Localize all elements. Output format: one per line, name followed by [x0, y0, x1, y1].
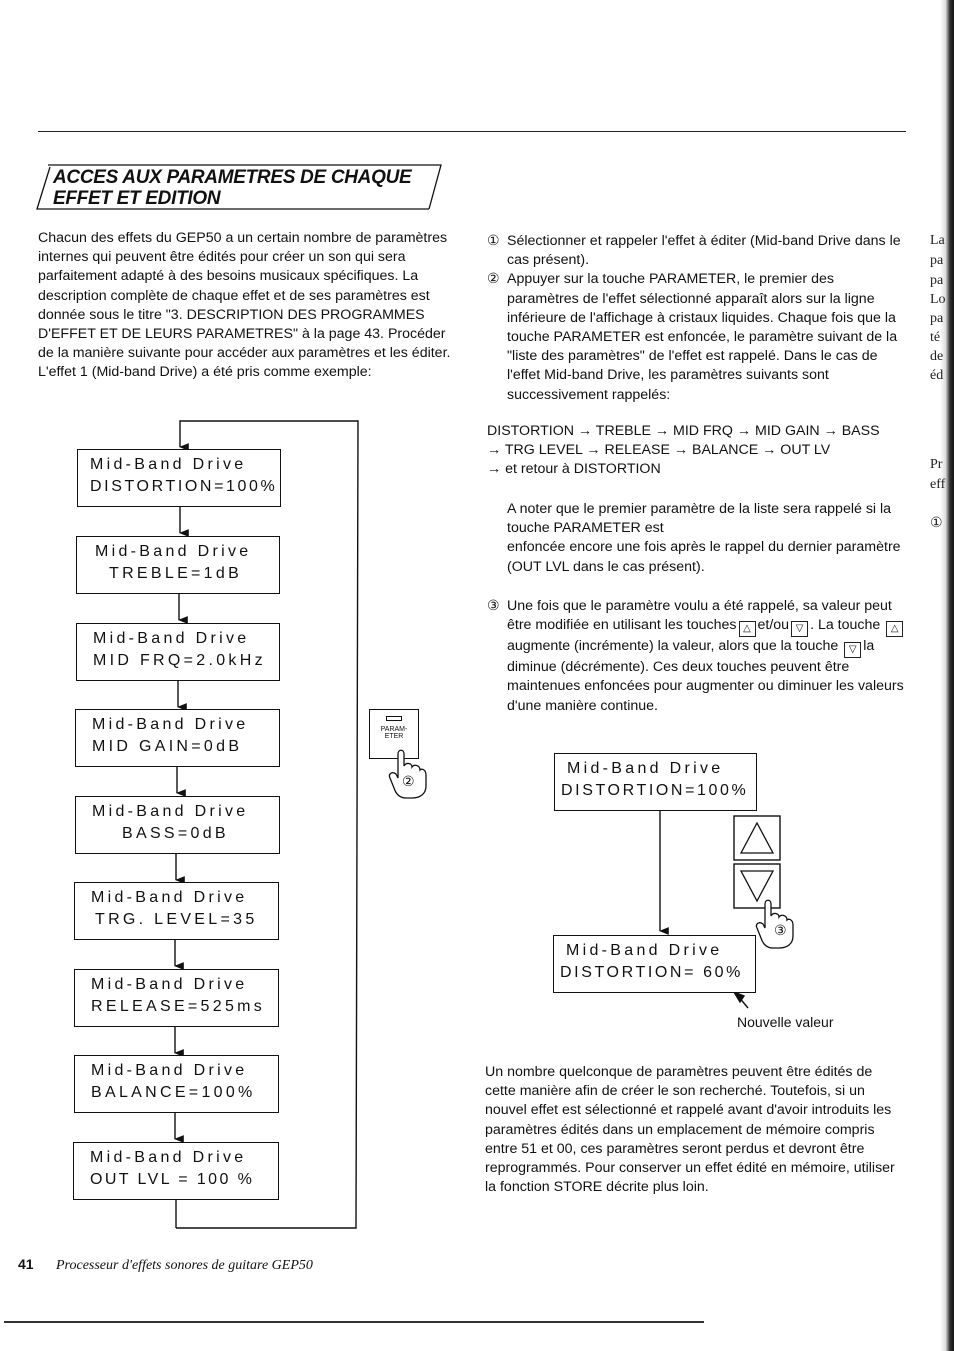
closing-paragraph: Un nombre quelconque de paramètres peuvent être édités de cette manière afin de créer le son recherché. Toutefois, si un nouvel effet est sélectionné et rappelé avant d'avoir introduits les paramètres édités dans un emplacement de mémoire compris entre 51 et 00, ces paramètres seront perdus et devront être reprogrammés. Pour conserver un effet édité en mémoire, utiliser la fonction STORE décrite plus loin. [485, 1064, 895, 1196]
sequence-line: → TRG LEVEL → RELEASE → BALANCE → OUT LV [487, 442, 831, 459]
lcd-line-1: Mid-Band Drive [95, 543, 252, 560]
lcd-line-2: MID FRQ=2.0kHz [93, 652, 266, 669]
up-key-icon: △ [739, 621, 756, 637]
lcd-display-mid-gain [75, 709, 280, 767]
note-line: enfoncée encore une fois après le rappel du dernier paramètre (OUT LVL dans le cas présent). [507, 539, 901, 575]
edge-text: ① [930, 516, 943, 531]
lcd-line-2: MID GAIN=0dB [92, 738, 243, 755]
note-line: A noter que le premier paramètre de la liste sera rappelé si la touche PARAMETER est [507, 501, 892, 537]
step-text: augmente (incrémente) la valeur, alors que la touche [507, 638, 839, 655]
down-key-icon: ▽ [844, 642, 861, 658]
lcd-line-2: OUT LVL = 100 % [90, 1171, 255, 1188]
edge-text: La [930, 233, 945, 248]
step-text: Sélectionner et rappeler l'effet à éditer (Mid-band Drive dans le cas présent). [507, 233, 901, 269]
page-number: 41 [18, 1256, 34, 1272]
parameter-button-label: PARAM- ETER [380, 726, 408, 740]
lcd-line-1: Mid-Band Drive [566, 942, 723, 959]
sequence-line: DISTORTION → TREBLE → MID FRQ → MID GAIN → BASS [487, 423, 880, 439]
step-number: ① [487, 233, 500, 249]
lcd-line-1: Mid-Band Drive [92, 716, 249, 733]
edge-text: Pr [930, 457, 943, 472]
new-value-caption: Nouvelle valeur [737, 1014, 834, 1030]
lcd-line-1: Mid-Band Drive [91, 1062, 248, 1079]
title-line-1: ACCES AUX PARAMETRES DE CHAQUE [53, 167, 412, 188]
edge-text: de [930, 349, 944, 364]
lcd-line-1: Mid-Band Drive [90, 456, 247, 473]
lcd-display-trg-level [74, 882, 279, 940]
lcd-line-2: RELEASE=525ms [91, 998, 266, 1015]
lcd-line-2: TRG. LEVEL=35 [95, 911, 258, 928]
down-key-icon: ▽ [791, 621, 808, 637]
edge-text: té [930, 330, 941, 345]
edge-text: eff [930, 477, 946, 492]
button-indicator [386, 716, 402, 721]
note-paragraph [507, 500, 907, 577]
step-text: et/ou [757, 617, 790, 634]
step-number: ③ [487, 598, 500, 614]
step-3 [487, 597, 907, 716]
lcd-line-1: Mid-Band Drive [91, 976, 248, 993]
lcd-line-1: Mid-Band Drive [91, 889, 248, 906]
step-text: . La touche [810, 617, 881, 634]
step-1 [487, 232, 907, 270]
lcd-line-1: Mid-Band Drive [93, 630, 250, 647]
step-marker-2: ② [402, 773, 415, 789]
sequence-line: → et retour à DISTORTION [487, 461, 661, 478]
step-text: Appuyer sur la touche PARAMETER, le premier des paramètres de l'effet sélectionné apparaît alors sur la ligne inférieure de l'affichage à cristaux liquides. Chaque fois que la touche PARAMETER est enfoncée, le paramètre suivant de la "liste des paramètres" de l'effet est rappelé. Dans le cas de l'effet Mid-band Drive, les paramètres suivants sont successivement rappelés: [507, 271, 898, 403]
steps-list [487, 232, 907, 405]
lcd-display-before [554, 753, 757, 811]
step-text: la diminue (décrémente). Ces deux touches peuvent être maintenues enfoncées pour augmenter ou diminuer les valeurs d'une manière continue. [507, 638, 904, 714]
intro-paragraph: Chacun des effets du GEP50 a un certain nombre de paramètres internes qui peuvent être édités pour créer un son qui sera parfaitement adapté à des besoins musicaux spécifiques. La description complète de chaque effet et de ses paramètres est donnée sous le titre "3. DESCRIPTION DES PROGRAMMES D'EFFET ET DE LEURS PARAMETRES" à la page 43. Procéder de la manière suivante pour accéder aux paramètres et les éditer. L'effet 1 (Mid-band Drive) a été pris comme exemple: [38, 230, 451, 381]
edge-text: Lo [930, 292, 946, 307]
edge-text: pa [930, 273, 944, 288]
parameter-sequence [487, 422, 907, 480]
lcd-display-distortion [77, 449, 281, 507]
up-down-keys [733, 815, 783, 911]
lcd-line-2: DISTORTION= 60% [560, 964, 743, 981]
step-number: ② [487, 271, 500, 288]
lcd-display-release [74, 969, 279, 1027]
lcd-display-out-lvl [73, 1142, 279, 1200]
lcd-line-2: BASS=0dB [122, 825, 229, 842]
lcd-display-treble [76, 536, 280, 594]
step-marker-3: ③ [774, 922, 787, 938]
edge-text: pa [930, 311, 944, 326]
up-key-icon: △ [886, 621, 903, 637]
edge-text: pa [930, 253, 944, 268]
step-2 [487, 270, 907, 404]
edge-text: éd [930, 368, 944, 383]
lcd-line-2: DISTORTION=100% [561, 782, 749, 799]
lcd-line-2: TREBLE=1dB [109, 565, 243, 582]
title-line-2: EFFET ET EDITION [53, 188, 221, 209]
lcd-display-after [553, 935, 756, 993]
lcd-display-balance [74, 1055, 279, 1113]
step-text: Une fois que le paramètre voulu a été rappelé, sa valeur peut être modifiée en utilisant les touches [507, 598, 892, 634]
lcd-display-bass [75, 796, 280, 854]
lcd-line-2: BALANCE=100% [91, 1084, 256, 1101]
lcd-line-2: DISTORTION=100% [90, 478, 278, 495]
lcd-line-1: Mid-Band Drive [92, 803, 249, 820]
lcd-line-1: Mid-Band Drive [90, 1149, 247, 1166]
lcd-display-mid-frq [76, 623, 280, 681]
running-footer: Processeur d'effets sonores de guitare GEP50 [56, 1258, 313, 1273]
lcd-line-1: Mid-Band Drive [567, 760, 724, 777]
